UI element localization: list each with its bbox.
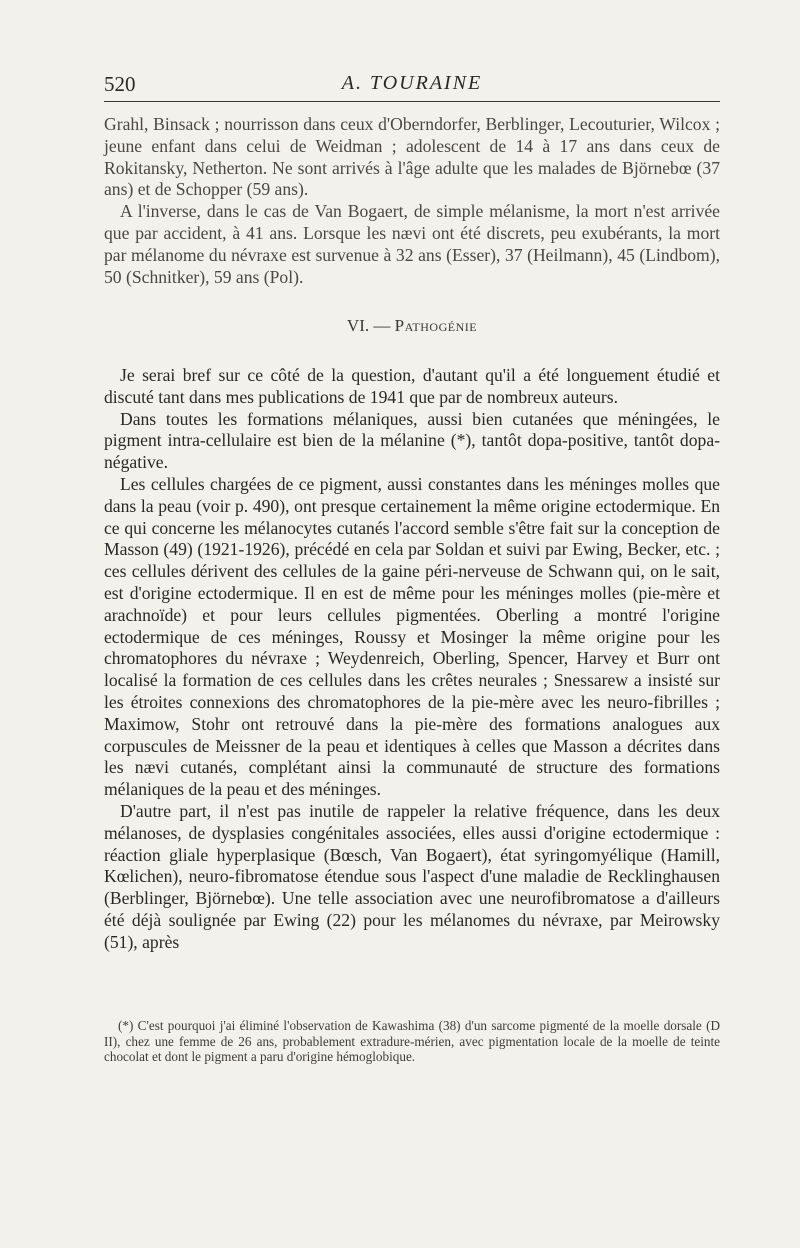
paragraph: Grahl, Binsack ; nourrisson dans ceux d'Oberndorfer, Berblinger, Lecouturier, Wilcox ; jeune enfant dans celui de Weidman ; adolescent de 14 à 17 ans dans ceux de Rokitansky, Netherton. Ne sont arrivés à l'âge adulte que les malades de Björnebœ (37 ans) et de Schopper (59 ans). — [104, 114, 720, 200]
page-number: 520 — [104, 72, 136, 96]
paragraph: A l'inverse, dans le cas de Van Bogaert, de simple mélanisme, la mort n'est arrivée que par accident, à 41 ans. Lorsque les nævi ont été discrets, peu exubérants, la mort par mélanome du névraxe est survenue à 32 ans (Esser), 37 (Heilmann), 45 (Lindbom), 50 (Schnitker), 59 ans (Pol). — [104, 201, 720, 287]
section-number: VI. — — [346, 316, 395, 335]
paragraph: Je serai bref sur ce côté de la question, d'autant qu'il a été longuement étudié et discuté tant dans mes publications de 1941 que par de nombreux auteurs. — [104, 365, 720, 407]
paragraph: Dans toutes les formations mélaniques, aussi bien cutanées que méningées, le pigment intra-cellulaire est bien de la mélanine (*), tantôt dopa-positive, tantôt dopa-négative. — [104, 408, 720, 473]
paragraph: Les cellules chargées de ce pigment, aussi constantes dans les méninges molles que dans la peau (voir p. 490), ont presque certainement la même origine ectodermique. En ce qui concerne les mélanocytes cutanés l'accord semble s'être fait sur la conception de Masson (49) (1921-1926), précédé en cela par Soldan et suivi par Ewing, Becker, etc. ; ces cellules dérivent des cellules de la gaine péri-nerveuse de Schwann qui, on le sait, est d'origine ectodermique. Il en est de même pour les méninges molles (pie-mère et arachnoïde) et pour leurs cellules pigmentées. Oberling a montré l'origine ectodermique de ces méninges, Roussy et Mosinger la même origine pour les chromatophores du névraxe ; Weydenreich, Oberling, Spencer, Harvey et Burr ont localisé la formation de ces cellules dans les crêtes neurales ; Snessarew a insisté sur les étroites connexions des chromatophores de la pie-mère avec les neuro-fibrilles ; Maximow, Stohr ont retrouvé dans la pie-mère des formations analogues aux corpuscules de Meissner de la peau et identiques à celles que Masson a décrites dans les nævi cutanés, complétant ainsi la communauté de structure des formations mélaniques de la peau et des méninges. — [104, 473, 720, 800]
section-heading — [104, 316, 720, 336]
running-head: A. TOURAINE — [341, 72, 483, 94]
section-body — [104, 365, 720, 954]
intro-text — [104, 114, 720, 288]
footnote: (*) C'est pourquoi j'ai éliminé l'observation de Kawashima (38) d'un sarcome pigmenté de la moelle dorsale (D II), chez une femme de 26 ans, probablement extradure-mérien, avec pigmentation locale de la moelle de teinte chocolat et dont le pigment a paru d'origine hémoglobique. — [104, 1018, 720, 1065]
page-header — [104, 72, 720, 98]
header-rule — [104, 101, 720, 102]
paragraph: D'autre part, il n'est pas inutile de rappeler la relative fréquence, dans les deux mélanoses, de dysplasies congénitales associées, elles aussi d'origine ectodermique : réaction gliale hyperplasique (Bœsch, Van Bogaert), état syringomyélique (Hamill, Kœlichen), neuro-fibromatose étendue sous l'aspect d'une maladie de Recklinghausen (Berblinger, Björnebœ). Une telle association avec une neurofibromatose a d'ailleurs été déjà soulignée par Ewing (22) pour les mélanomes du névraxe, par Meirowsky (51), après — [104, 800, 720, 952]
section-title: Pathogénie — [394, 316, 478, 335]
